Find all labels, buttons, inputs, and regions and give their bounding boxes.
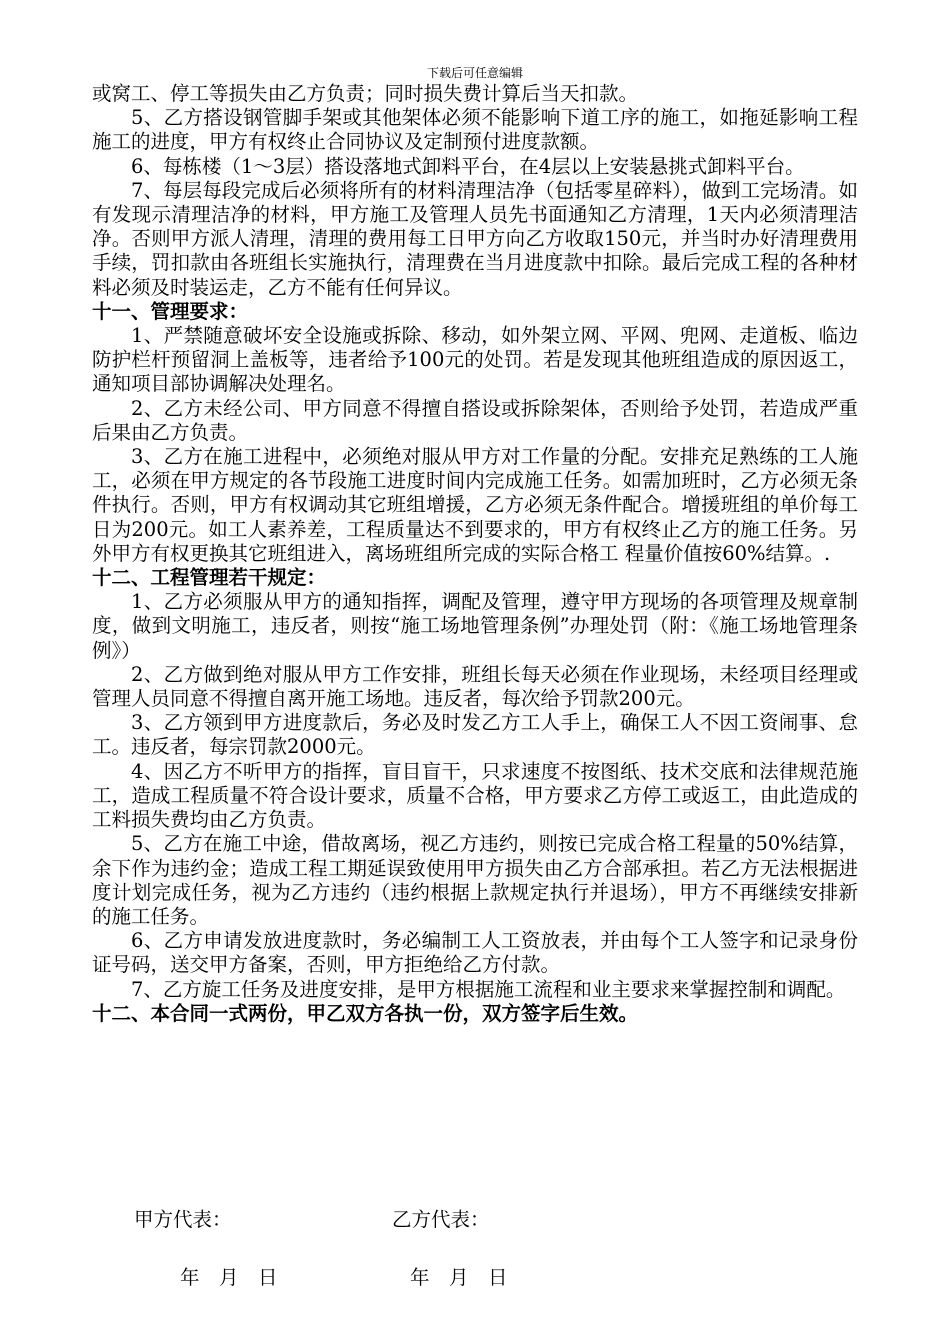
clause-paragraph: 3、乙方在施工进程中，必须绝对服从甲方对工作量的分配。安排充足熟练的工人施工，必须在甲方规定的各节段施工进度时间内完成施工任务。如需加班时，乙方必须无条件执行。否则，甲方有权调动其它班组增援，乙方必须无条件配合。增援班组的单价每工日为200元。如工人素养差，工程质量达不到要求的，甲方有权终止乙方的施工任务。另外甲方有权更换其它班组进入，离场班组所完成的实际合格工 程量价值按60%结算。. <box>92 445 858 565</box>
clause-paragraph: 6、乙方申请发放进度款时，务必编制工人工资放表，并由每个工人签字和记录身份证号码，送交甲方备案，否则，甲方拒绝给乙方付款。 <box>92 929 858 977</box>
section-heading-11: 十一、管理要求： <box>92 299 249 323</box>
clause-paragraph: 5、乙方搭设钢管脚手架或其他架体必须不能影响下道工序的施工，如拖延影响工程施工的进度，甲方有权终止合同协议及定制预付进度款额。 <box>92 106 858 154</box>
clause-paragraph: 4、因乙方不听甲方的指挥，盲目盲干，只求速度不按图纸、技术交底和法律规范施工，造成工程质量不符合设计要求，质量不合格，甲方要求乙方停工或返工，由此造成的工料损失费均由乙方负责。 <box>92 759 858 832</box>
party-a-date: 年 月 日 <box>180 1266 278 1289</box>
clause-paragraph: 7、每层每段完成后必须将所有的材料清理洁净（包括零星碎料），做到工完场清。如有发现示清理洁净的材料，甲方施工及管理人员先书面通知乙方清理，1天内必须清理洁净。否则甲方派人清理，清理的费用每工日甲方向乙方收取150元，并当时办好清理费用手续，罚扣款由各班组长实施执行，清理费在当月进度款中扣除。最后完成工程的各种材料必须及时装运走，乙方不能有任何异议。 <box>92 178 858 299</box>
clause-paragraph: 3、乙方领到甲方进度款后，务必及时发乙方工人手上，确保工人不因工资闹事、怠工。违反者，每宗罚款2000元。 <box>92 711 858 759</box>
section-heading-12: 十二、工程管理若干规定： <box>92 566 327 590</box>
paragraph-continuation: 或窝工、停工等损失由乙方负责；同时损失费计算后当天扣款。 <box>92 82 639 105</box>
party-b-date: 年 月 日 <box>410 1266 508 1289</box>
clause-paragraph: 7、乙方旋工任务及进度安排，是甲方根据施工流程和业主要求来掌握控制和调配。 <box>131 977 846 1001</box>
party-b-signature-label: 乙方代表： <box>392 1208 490 1231</box>
clause-paragraph: 1、严禁随意破坏安全设施或拆除、移动，如外架立网、平网、兜网、走道板、临边防护栏杆预留洞上盖板等，违者给予100元的处罚。若是发现其他班组造成的原因返工，通知项目部协调解决处理名。 <box>92 324 858 396</box>
clause-paragraph: 2、乙方未经公司、甲方同意不得擅自搭设或拆除架体，否则给予处罚，若造成严重后果由乙方负责。 <box>92 396 858 444</box>
contract-body <box>92 82 858 1026</box>
clause-paragraph: 2、乙方做到绝对服从甲方工作安排，班组长每天必须在作业现场，未经项目经理或管理人员同意不得擅自离开施工场地。违反者，每次给予罚款200元。 <box>92 662 858 711</box>
header-note: 下载后可任意编辑 <box>426 66 523 80</box>
clause-paragraph: 6、每栋楼（1～3层）搭设落地式卸料平台，在4层以上安装悬挑式卸料平台。 <box>131 154 805 178</box>
party-a-signature-label: 甲方代表： <box>134 1208 232 1231</box>
section-heading-12b: 十二、本合同一式两份，甲乙双方各执一份，双方签字后生效。 <box>92 1001 639 1025</box>
clause-paragraph: 5、乙方在施工中途，借故离场，视乙方违约，则按已完成合格工程量的50%结算，余下作为违约金；造成工程工期延误致使用甲方损失由乙方合部承担。若乙方无法根据进度计划完成任务，视为乙方违约（违约根据上款规定执行并退场），甲方不再继续安排新的施工任务。 <box>92 832 858 928</box>
clause-paragraph: 1、乙方必须服从甲方的通知指挥，调配及管理，遵守甲方现场的各项管理及规章制度，做到文明施工，违反者，则按“施工场地管理条例”办理处罚（附：《施工场地管理条例》） <box>92 590 858 662</box>
